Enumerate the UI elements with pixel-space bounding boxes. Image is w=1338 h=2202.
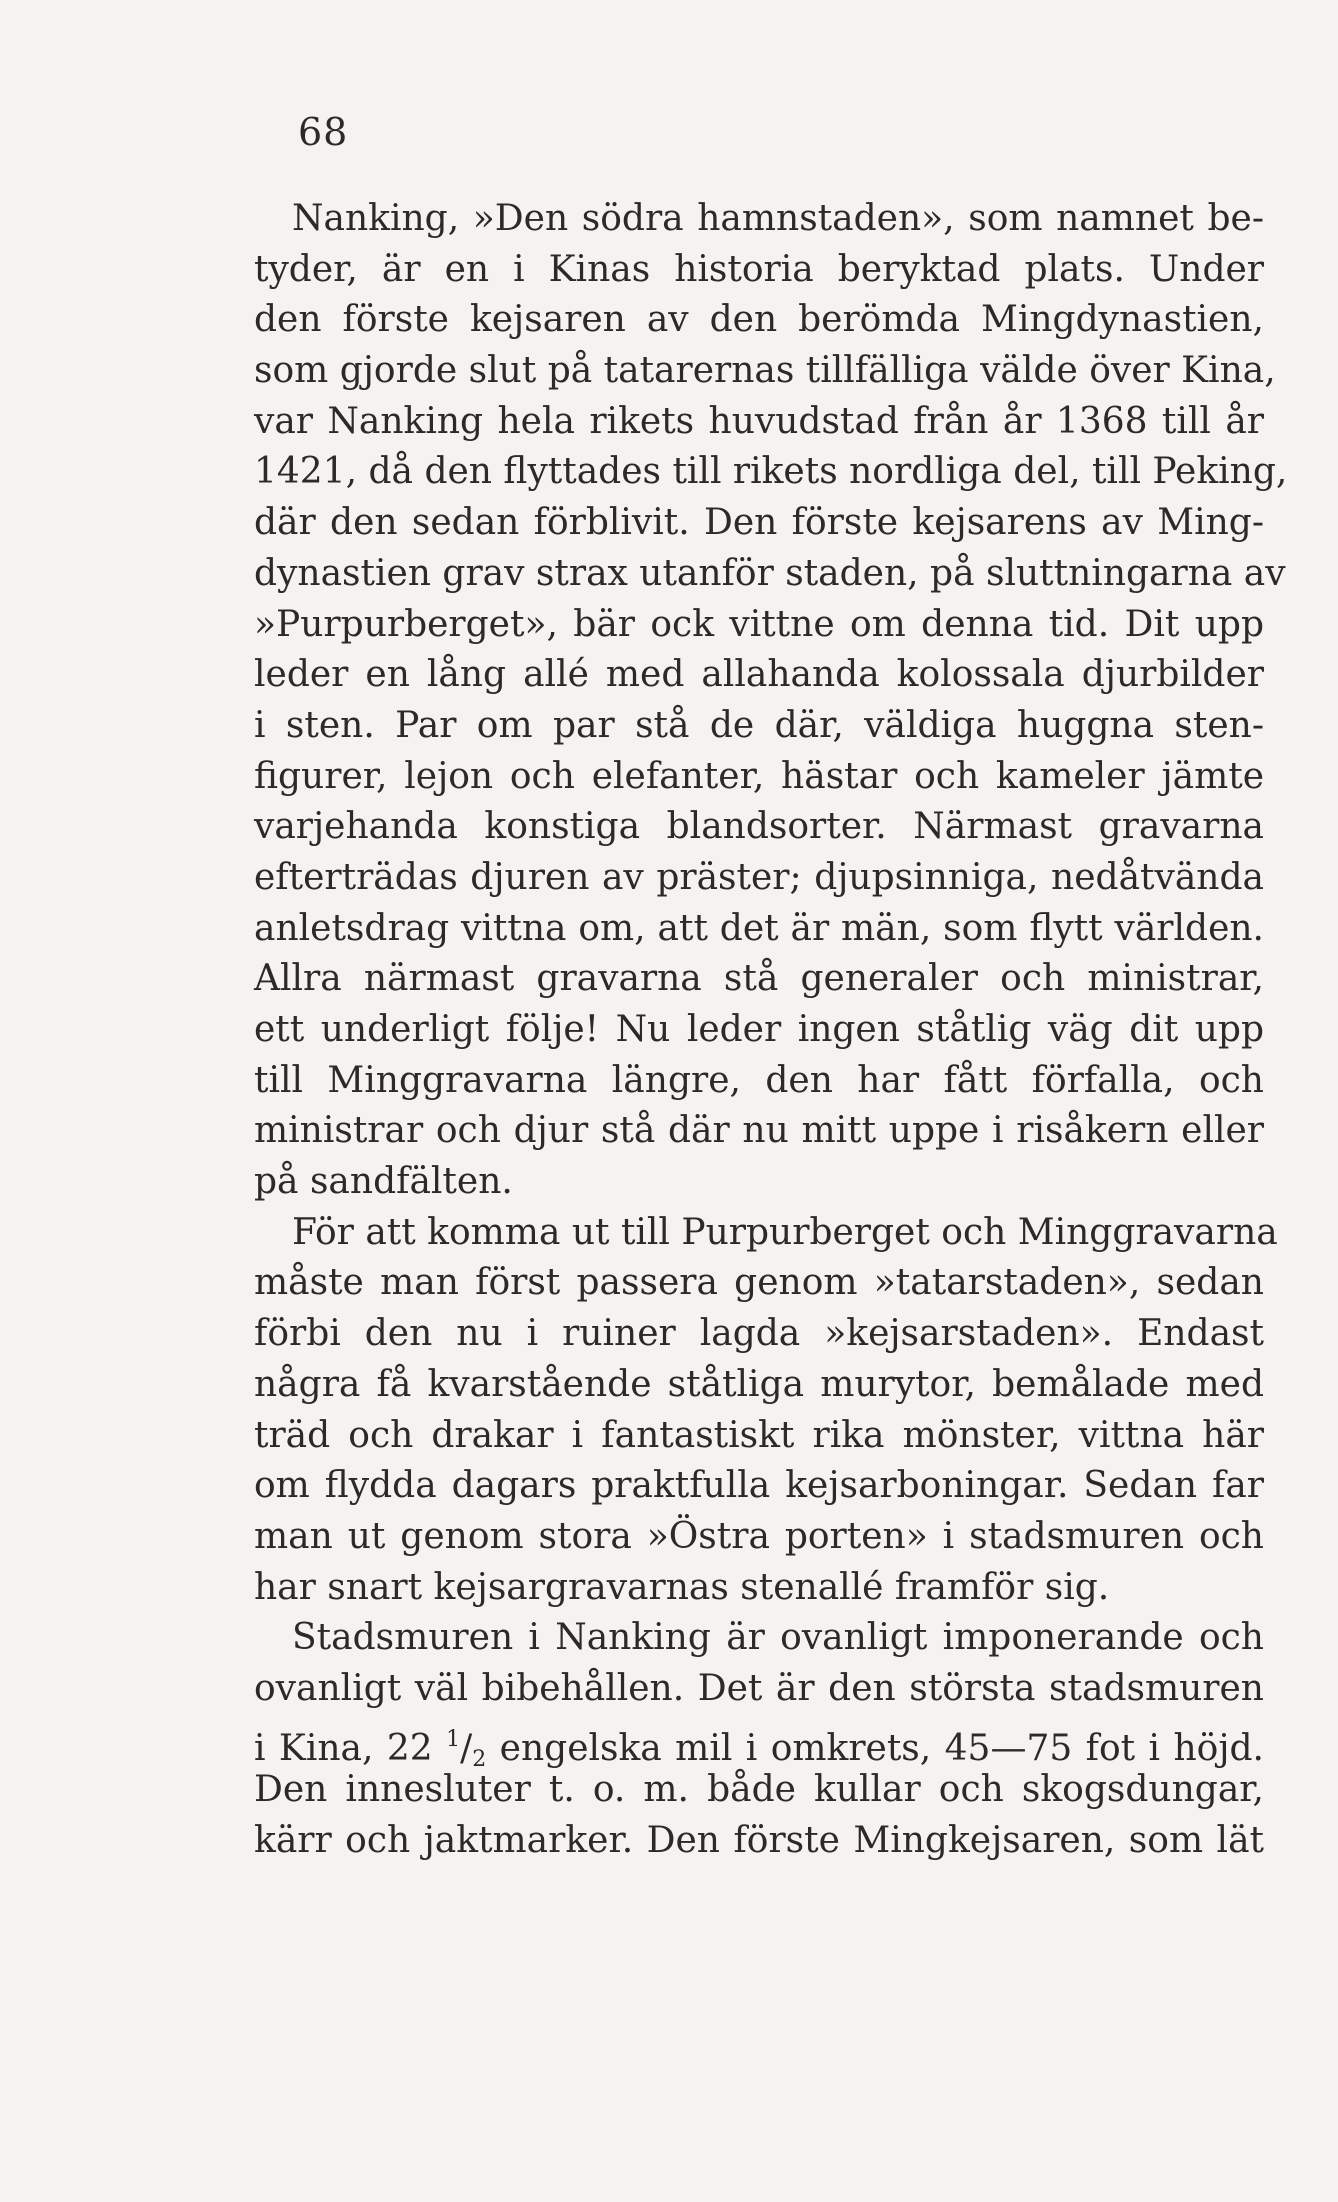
text-line: några få kvarstående ståtliga murytor, bemålade med [254, 1363, 1264, 1405]
text-line: i sten. Par om par stå de där, väldiga huggna sten- [254, 704, 1264, 746]
text-line: till Minggravarna längre, den har fått förfalla, och [254, 1059, 1264, 1101]
paragraph-2 [254, 1208, 1278, 1614]
text-line: tyder, är en i Kinas historia beryktad plats. Under [254, 248, 1264, 290]
text-line: ovanligt väl bibehållen. Det är den största stadsmuren [254, 1667, 1264, 1709]
text-line: Nanking, »Den södra hamnstaden», som namnet be- [292, 198, 1264, 239]
text-line: som gjorde slut på tatarernas tillfälliga välde över Kina, [254, 350, 1276, 392]
fraction-numerator: 1 [446, 1726, 461, 1752]
fraction-slash: / [460, 1727, 473, 1769]
text-line: träd och drakar i fantastiskt rika mönster, vittna här [254, 1414, 1264, 1456]
fraction-line-after: engelska mil i omkrets, 45—75 fot i höjd. [486, 1727, 1265, 1769]
text-line: ministrar och djur stå där nu mitt uppe i risåkern eller [254, 1110, 1264, 1152]
paragraph-1 [254, 194, 1288, 1208]
paragraph-3 [254, 1613, 1264, 1866]
text-line: För att komma ut till Purpurberget och Minggravarna [292, 1211, 1278, 1253]
text-line-fraction [254, 1715, 1265, 1772]
fraction-line-before: i Kina, 22 [254, 1727, 447, 1769]
text-line: var Nanking hela rikets huvudstad från år 1368 till år [254, 400, 1264, 442]
text-line: anletsdrag vittna om, att det är män, som flytt världen. [254, 907, 1264, 949]
text-line: leder en lång allé med allahanda kolossala djurbilder [254, 654, 1264, 696]
text-line: 1421, då den flyttades till rikets nordliga del, till Peking, [254, 451, 1288, 493]
page-number: 68 [298, 110, 349, 154]
text-line: förbi den nu i ruiner lagda »kejsarstaden». Endast [254, 1313, 1264, 1355]
text-line: om flydda dagars praktfulla kejsarboningar. Sedan far [254, 1465, 1264, 1507]
text-line: dynastien grav strax utanför staden, på sluttningarna av [254, 552, 1286, 594]
text-line: på sandfälten. [254, 1161, 513, 1203]
text-line: har snart kejsargravarnas stenallé framför sig. [254, 1566, 1110, 1608]
body-text [254, 194, 1288, 1867]
text-line: man ut genom stora »Östra porten» i stadsmuren och [254, 1515, 1264, 1557]
text-line: Den innesluter t. o. m. både kullar och skogsdungar, [254, 1769, 1264, 1811]
text-line: »Purpurberget», bär ock vittne om denna tid. Dit upp [254, 603, 1264, 645]
text-line: ett underligt följe! Nu leder ingen ståtlig väg dit upp [254, 1009, 1264, 1050]
text-line: figurer, lejon och elefanter, hästar och kameler jämte [254, 755, 1264, 797]
text-line: måste man först passera genom »tatarstaden», sedan [254, 1262, 1264, 1304]
text-line: efterträdas djuren av präster; djupsinniga, nedåtvända [254, 856, 1264, 898]
text-line: Stadsmuren i Nanking är ovanligt imponerande och [292, 1617, 1264, 1659]
text-line: den förste kejsaren av den berömda Mingdynastien, [254, 299, 1264, 341]
text-line: varjehanda konstiga blandsorter. Närmast gravarna [254, 806, 1264, 848]
text-line: Allra närmast gravarna stå generaler och ministrar, [254, 958, 1264, 1000]
text-line: kärr och jaktmarker. Den förste Mingkejsaren, som lät [254, 1820, 1264, 1861]
text-line: där den sedan förblivit. Den förste kejsarens av Ming- [254, 502, 1264, 544]
fraction-denominator: 2 [472, 1746, 487, 1772]
